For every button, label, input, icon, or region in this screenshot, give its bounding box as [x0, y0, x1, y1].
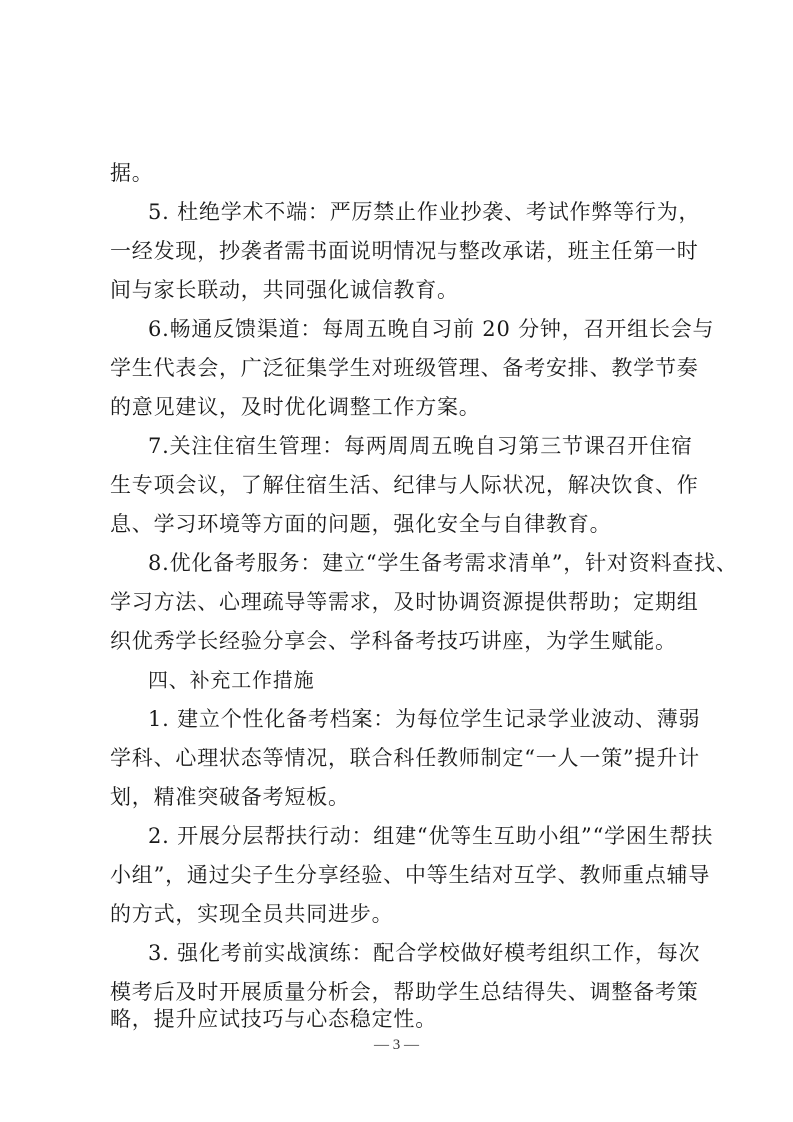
text-line: 据。 [110, 161, 154, 185]
text-line: 划，精准突破备考短板。 [110, 785, 350, 809]
text-line: 的意见建议，及时优化调整工作方案。 [110, 395, 481, 419]
text-line: 略，提升应试技巧与心态稳定性。 [110, 1007, 437, 1031]
section-heading: 四、补充工作措施 [148, 668, 315, 692]
text-line: 2. 开展分层帮扶行动：组建“优等生互助小组”“学困生帮扶 [148, 824, 714, 848]
text-line: 间与家长联动，共同强化诚信教育。 [110, 278, 459, 302]
text-line: 6.畅通反馈渠道：每周五晚自习前 20 分钟，召开组长会与 [148, 317, 715, 341]
text-line: 一经发现，抄袭者需书面说明情况与整改承诺，班主任第一时 [110, 239, 699, 263]
text-line: 3. 强化考前实战演练：配合学校做好模考组织工作，每次 [148, 941, 701, 965]
text-line: 生专项会议，了解住宿生活、纪律与人际状况，解决饮食、作 [110, 473, 699, 497]
text-line: 5. 杜绝学术不端：严厉禁止作业抄袭、考试作弊等行为， [148, 200, 701, 224]
text-line: 织优秀学长经验分享会、学科备考技巧讲座，为学生赋能。 [110, 629, 677, 653]
text-line: 7.关注住宿生管理：每两周周五晚自习第三节课召开住宿 [148, 434, 693, 458]
text-line: 学科、心理状态等情况，联合科任教师制定“一人一策”提升计 [110, 746, 700, 770]
text-line: 1. 建立个性化备考档案：为每位学生记录学业波动、薄弱 [148, 707, 701, 731]
text-line: 模考后及时开展质量分析会，帮助学生总结得失、调整备考策 [110, 980, 699, 1004]
page-number: — 3 — [374, 1037, 419, 1053]
text-line: 学习方法、心理疏导等需求，及时协调资源提供帮助；定期组 [110, 590, 699, 614]
text-line: 息、学习环境等方面的问题，强化安全与自律教育。 [110, 512, 612, 536]
text-line: 学生代表会，广泛征集学生对班级管理、备考安排、教学节奏 [110, 356, 699, 380]
text-line: 8.优化备考服务：建立“学生备考需求清单”，针对资料查找、 [148, 551, 738, 575]
text-line: 的方式，实现全员共同进步。 [110, 902, 394, 926]
text-line: 小组”，通过尖子生分享经验、中等生结对互学、教师重点辅导 [110, 863, 711, 887]
